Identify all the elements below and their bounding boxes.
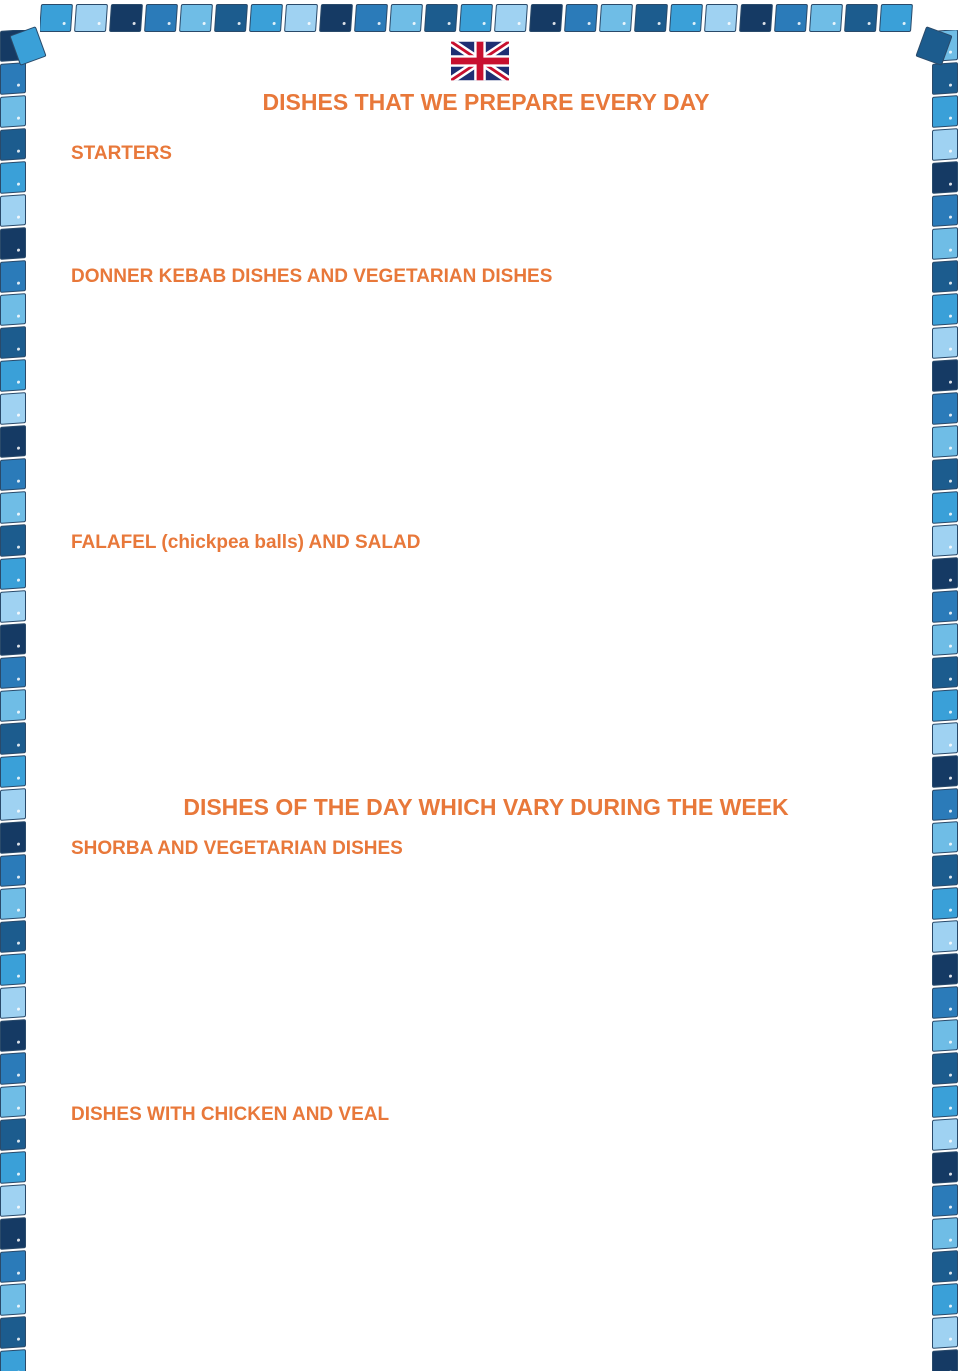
border-tile [932,953,958,986]
border-tile [932,392,958,425]
border-tile [932,425,958,458]
border-tile [389,4,423,32]
border-tile [932,458,958,491]
border-tile [0,656,26,689]
border-tile [932,1283,958,1316]
border-tile [0,821,26,854]
border-tile [459,4,493,32]
border-tile [0,1316,26,1349]
border-tile [0,1052,26,1085]
border-tile [564,4,598,32]
border-tile [0,326,26,359]
border-tile [494,4,528,32]
border-tile [932,1118,958,1151]
border-tile [774,4,808,32]
border-tile [0,1349,26,1371]
border-tile [932,1250,958,1283]
border-tile [249,4,283,32]
border-tile [0,1118,26,1151]
border-tile [0,953,26,986]
border-tile [932,1184,958,1217]
border-tile [0,1283,26,1316]
united-kingdom-flag-icon [451,41,509,81]
border-tile [0,1019,26,1052]
border-tile [932,1019,958,1052]
section-donner-kebab: DONNER KEBAB DISHES AND VEGETARIAN DISHES [71,266,553,287]
border-tile [0,1151,26,1184]
border-tile [0,887,26,920]
tile-border-top [40,4,920,36]
border-tile [0,359,26,392]
border-tile [932,920,958,953]
border-tile [932,128,958,161]
border-tile [0,920,26,953]
border-tile [0,1250,26,1283]
border-tile [932,260,958,293]
border-tile [932,623,958,656]
border-tile [932,293,958,326]
border-tile [144,4,178,32]
border-tile [932,887,958,920]
border-tile [529,4,563,32]
border-tile [0,458,26,491]
border-tile [0,986,26,1019]
border-tile [109,4,143,32]
border-tile [932,326,958,359]
border-tile [844,4,878,32]
border-tile [0,623,26,656]
border-tile [0,293,26,326]
border-tile [932,1349,958,1371]
border-tile [0,260,26,293]
border-tile [0,1217,26,1250]
border-tile [879,4,913,32]
border-tile [0,1184,26,1217]
title-every-day: DISHES THAT WE PREPARE EVERY DAY [262,89,710,115]
border-tile [284,4,318,32]
border-tile [932,227,958,260]
border-tile [932,590,958,623]
border-tile [932,722,958,755]
section-starters: STARTERS [71,143,172,164]
border-tile [0,590,26,623]
border-tile [932,524,958,557]
border-tile [0,161,26,194]
section-shorba: SHORBA AND VEGETARIAN DISHES [71,838,403,859]
border-tile [932,491,958,524]
border-tile [0,194,26,227]
border-tile [0,854,26,887]
title-week: DISHES OF THE DAY WHICH VARY DURING THE WEEK [183,794,789,820]
border-tile [0,557,26,590]
border-tile [634,4,668,32]
border-tile [932,194,958,227]
border-tile [739,4,773,32]
border-tile [932,986,958,1019]
border-tile [74,4,108,32]
border-tile [214,4,248,32]
section-chicken-veal: DISHES WITH CHICKEN AND VEAL [71,1104,390,1125]
border-tile [809,4,843,32]
border-tile [0,227,26,260]
tile-border-left [0,30,28,1371]
border-tile [932,1151,958,1184]
border-tile [932,755,958,788]
border-tile [669,4,703,32]
border-tile [424,4,458,32]
border-tile [932,1052,958,1085]
border-tile [932,161,958,194]
border-tile [704,4,738,32]
border-tile [932,854,958,887]
border-tile [932,1217,958,1250]
border-tile [932,1085,958,1118]
section-falafel: FALAFEL (chickpea balls) AND SALAD [71,532,421,553]
border-tile [0,755,26,788]
border-tile [932,1316,958,1349]
border-tile [0,491,26,524]
border-tile [932,557,958,590]
border-tile [0,1085,26,1118]
border-tile [0,425,26,458]
tile-border-right [932,30,960,1371]
border-tile [0,392,26,425]
border-tile [319,4,353,32]
border-tile [354,4,388,32]
border-tile [932,656,958,689]
border-tile [932,359,958,392]
border-tile [40,4,73,32]
border-tile [599,4,633,32]
border-tile [932,821,958,854]
border-tile [0,128,26,161]
border-tile [0,689,26,722]
border-tile [932,689,958,722]
border-tile [0,722,26,755]
border-tile [179,4,213,32]
border-tile [0,524,26,557]
